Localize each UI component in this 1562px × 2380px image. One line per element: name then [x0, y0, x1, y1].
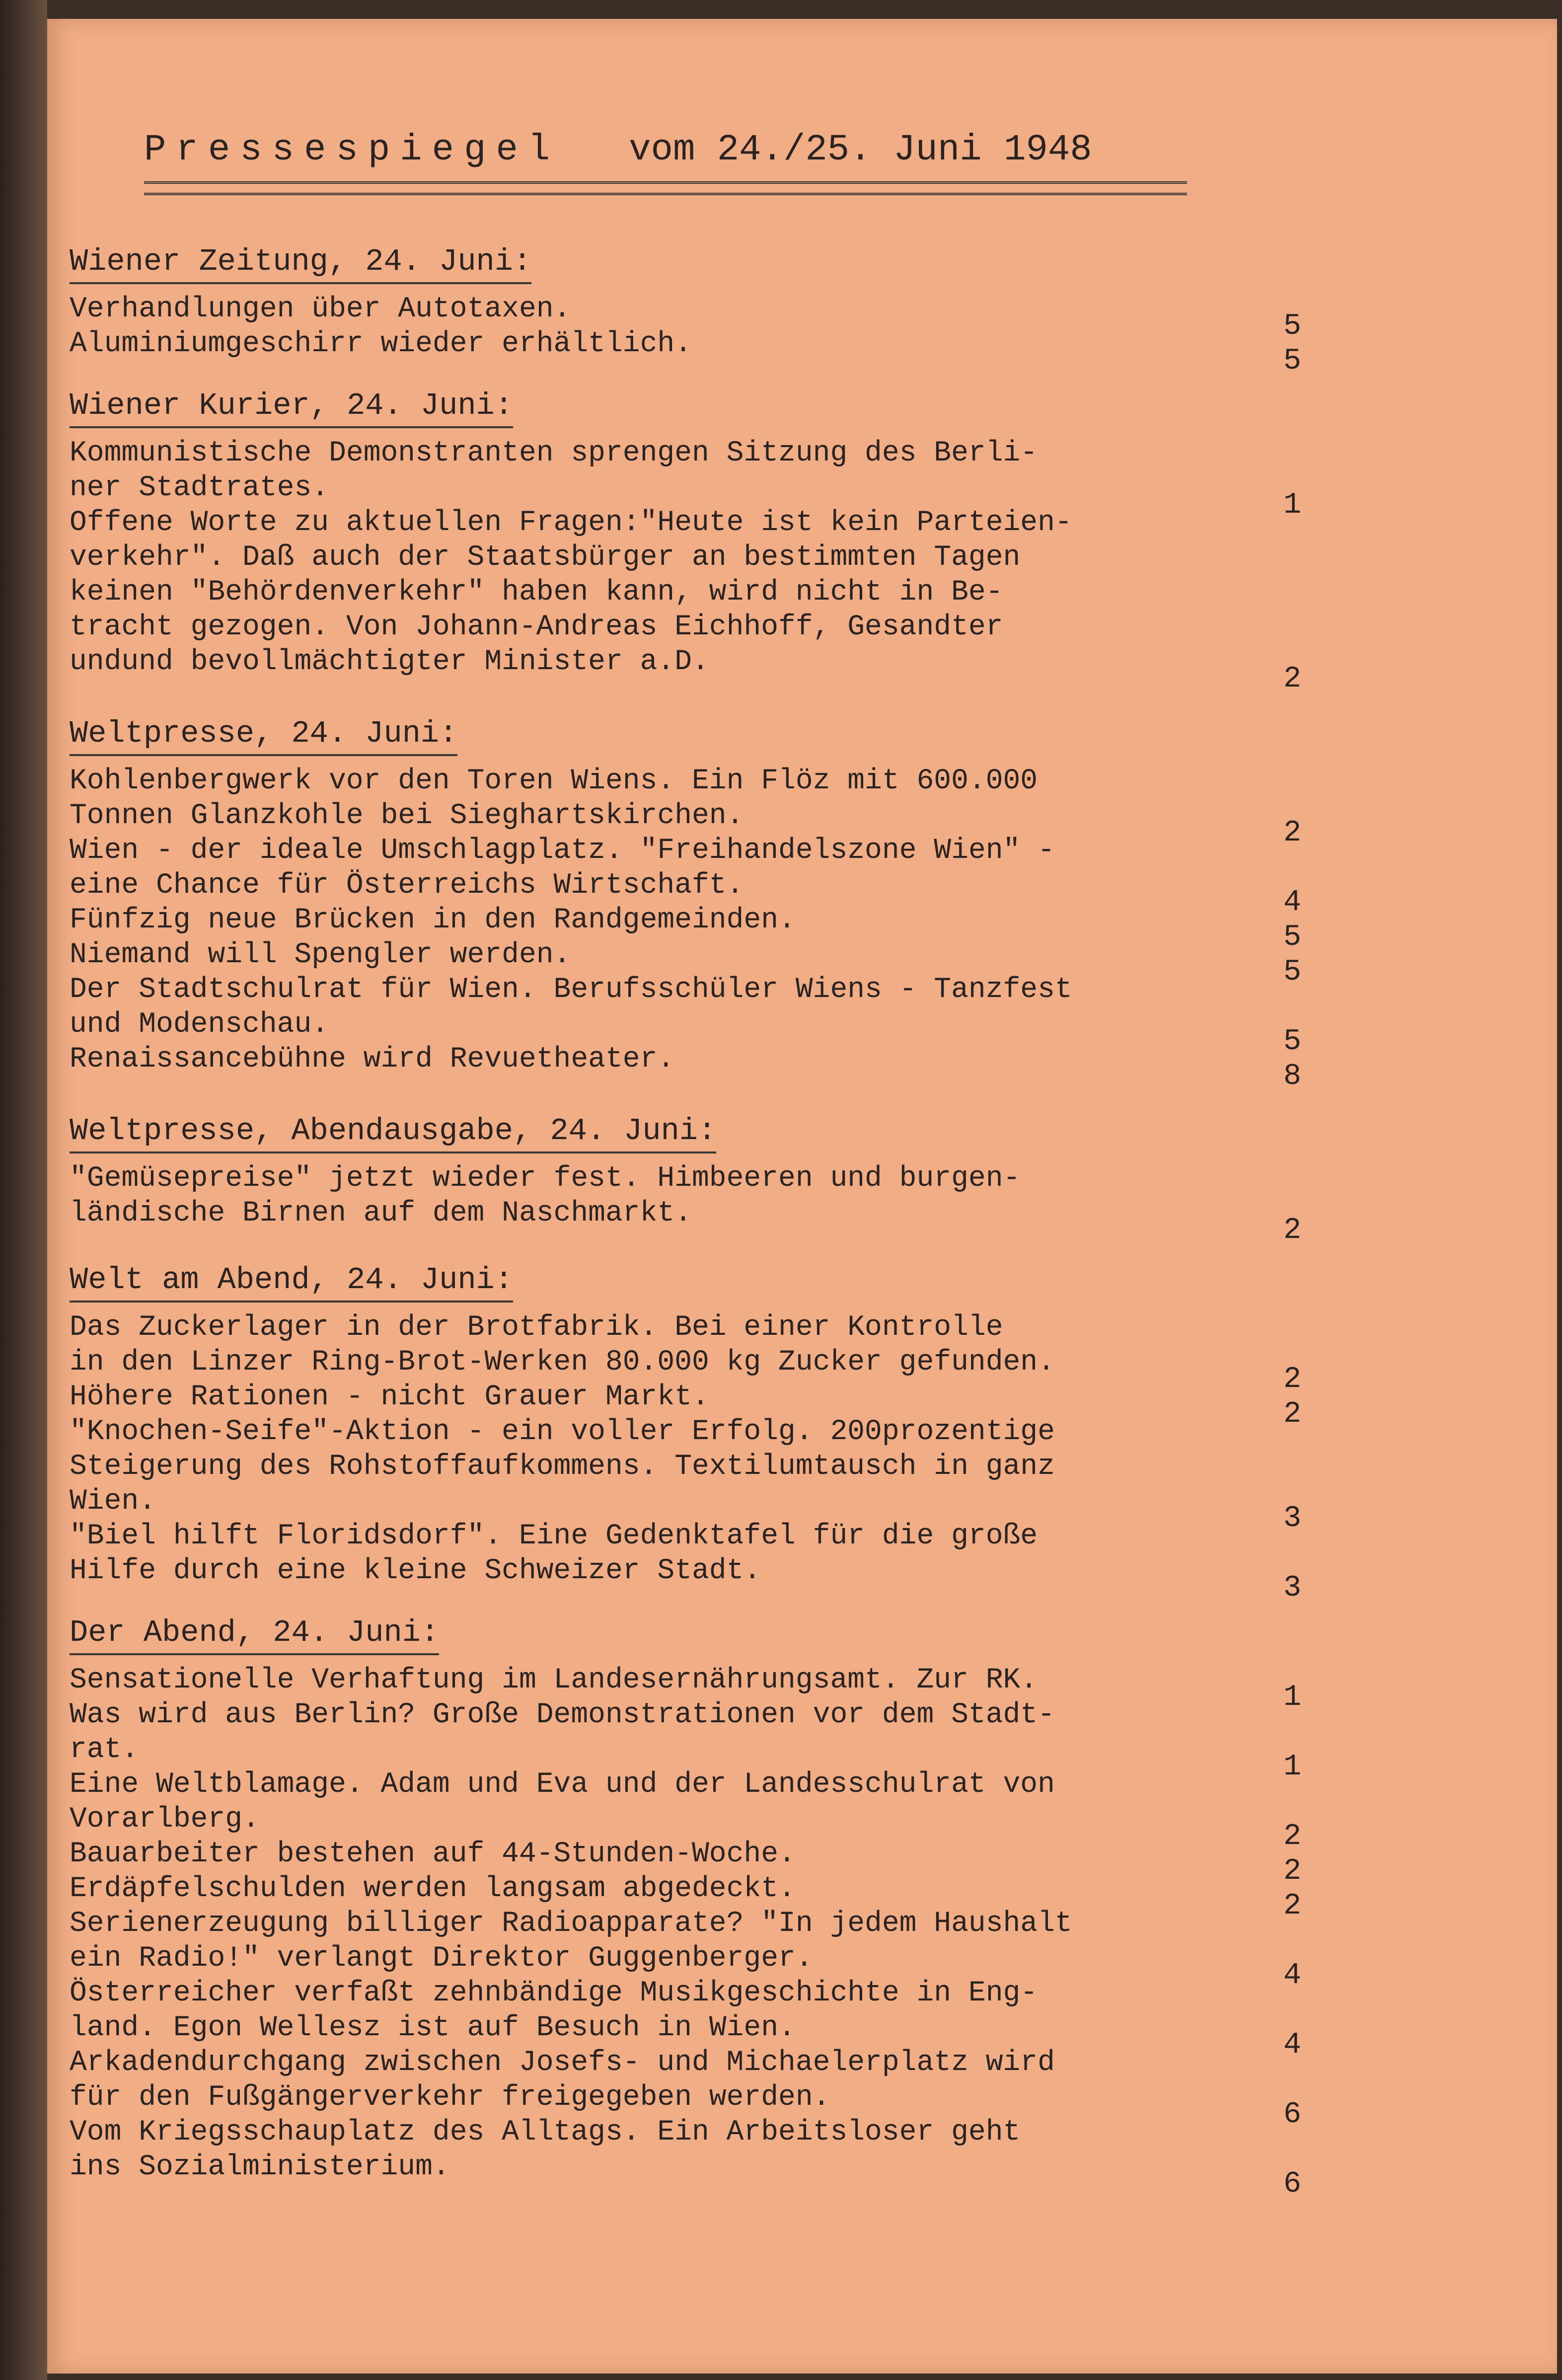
title-date: vom 24./25. Juni 1948	[629, 129, 1092, 171]
page-number: 2	[1283, 1397, 1301, 1431]
page-number: 4	[1283, 886, 1301, 920]
list-item: Verhandlungen über Autotaxen. 5	[70, 293, 1301, 343]
list-item: Kohlenbergwerk vor den Toren Wiens. Ein Flöz mit 600.000 Tonnen Glanzkohle bei Sieghartskirchen. 2	[70, 765, 1301, 850]
page-number: 2	[1283, 662, 1301, 696]
section-welt-am-abend	[70, 1262, 1301, 1605]
list-item: Was wird aus Berlin? Große Demonstrationen vor dem Stadt- rat. 1	[70, 1699, 1301, 1784]
list-item: Offene Worte zu aktuellen Fragen:"Heute ist kein Parteien- verkehr". Daß auch der Staatsbürger an bestimmten Tagen keinen "Behördenverkehr" haben kann, wird nicht in Be- tracht gezogen. Von Johann-Andreas Eichhoff, Gesandter undund bevollmächtigter Minister a.D. 2	[70, 507, 1301, 696]
section-heading: Der Abend, 24. Juni:	[70, 1614, 439, 1655]
section-heading: Weltpresse, Abendausgabe, 24. Juni:	[70, 1113, 716, 1153]
page-number: 2	[1283, 1889, 1301, 1923]
page-number: 3	[1283, 1571, 1301, 1605]
list-item: Serienerzeugung billiger Radioapparate? "In jedem Haushalt ein Radio!" verlangt Direktor Guggenberger. 4	[70, 1908, 1301, 1993]
page-number: 2	[1283, 1820, 1301, 1853]
section-wiener-kurier	[70, 387, 1301, 696]
page-number: 1	[1283, 1750, 1301, 1784]
book-binding	[0, 0, 47, 2380]
list-item: Österreicher verfaßt zehnbändige Musikgeschichte in Eng- land. Egon Wellesz ist auf Besuch in Wien. 4	[70, 1977, 1301, 2062]
page-title	[144, 129, 1217, 171]
list-item: Renaissancebühne wird Revuetheater. 8	[70, 1043, 1301, 1093]
list-item: Vom Kriegsschauplatz des Alltags. Ein Arbeitsloser geht ins Sozialministerium. 6	[70, 2116, 1301, 2201]
list-item: Wien - der ideale Umschlagplatz. "Freihandelszone Wien" - eine Chance für Österreichs Wirtschaft. 4	[70, 835, 1301, 920]
page-number: 1	[1283, 488, 1301, 522]
section-weltpresse-abend	[70, 1113, 1301, 1247]
list-item: "Biel hilft Floridsdorf". Eine Gedenktafel für die große Hilfe durch eine kleine Schweizer Stadt. 3	[70, 1520, 1301, 1605]
page-number: 2	[1283, 816, 1301, 850]
list-item: Höhere Rationen - nicht Grauer Markt. 2	[70, 1381, 1301, 1431]
list-item: Bauarbeiter bestehen auf 44-Stunden-Woche. 2	[70, 1838, 1301, 1888]
list-item: Erdäpfelschulden werden langsam abgedeckt. 2	[70, 1873, 1301, 1923]
list-item: "Knochen-Seife"-Aktion - ein voller Erfolg. 200prozentige Steigerung des Rohstoffaufkommens. Textilumtausch in ganz Wien. 3	[70, 1416, 1301, 1535]
list-item: Fünfzig neue Brücken in den Randgemeinden. 5	[70, 904, 1301, 954]
list-item: Der Stadtschulrat für Wien. Berufsschüler Wiens - Tanzfest und Modenschau. 5	[70, 974, 1301, 1059]
section-weltpresse	[70, 715, 1301, 1093]
page-number: 1	[1283, 1681, 1301, 1714]
list-item: Arkadendurchgang zwischen Josefs- und Michaelerplatz wird für den Fußgängerverkehr freigegeben werden. 6	[70, 2047, 1301, 2132]
page-number: 5	[1283, 955, 1301, 989]
page-number: 2	[1283, 1363, 1301, 1396]
page-number: 4	[1283, 1959, 1301, 1993]
section-heading: Wiener Kurier, 24. Juni:	[70, 387, 513, 428]
list-item: Das Zuckerlager in der Brotfabrik. Bei einer Kontrolle in den Linzer Ring-Brot-Werken 80.000 kg Zucker gefunden. 2	[70, 1311, 1301, 1396]
section-heading: Welt am Abend, 24. Juni:	[70, 1262, 513, 1303]
page-number: 5	[1283, 1025, 1301, 1059]
list-item: "Gemüsepreise" jetzt wieder fest. Himbeeren und burgen- ländische Birnen auf dem Naschmarkt. 2	[70, 1162, 1301, 1247]
page-number: 2	[1283, 1854, 1301, 1888]
page-number: 5	[1283, 921, 1301, 954]
page-number: 5	[1283, 344, 1301, 378]
page-number: 6	[1283, 2167, 1301, 2201]
section-wiener-zeitung	[70, 243, 1301, 378]
list-item: Eine Weltblamage. Adam und Eva und der Landesschulrat von Vorarlberg. 2	[70, 1768, 1301, 1853]
page-number: 8	[1283, 1060, 1301, 1093]
page-number: 2	[1283, 1214, 1301, 1247]
list-item: Aluminiumgeschirr wieder erhältlich. 5	[70, 328, 1301, 378]
page-number: 3	[1283, 1502, 1301, 1535]
page-edge	[1557, 0, 1562, 2380]
page-number: 6	[1283, 2098, 1301, 2132]
list-item: Kommunistische Demonstranten sprengen Sitzung des Berli- ner Stadtrates. 1	[70, 437, 1301, 522]
page-number: 4	[1283, 2028, 1301, 2062]
list-item: Sensationelle Verhaftung im Landesernährungsamt. Zur RK. 1	[70, 1664, 1301, 1714]
page-number: 5	[1283, 309, 1301, 343]
title-spaced: Pressespiegel	[144, 129, 560, 171]
section-heading: Weltpresse, 24. Juni:	[70, 715, 457, 756]
list-item: Niemand will Spengler werden. 5	[70, 939, 1301, 989]
section-der-abend	[70, 1614, 1301, 2201]
title-underline	[144, 181, 1187, 195]
section-heading: Wiener Zeitung, 24. Juni:	[70, 243, 531, 284]
